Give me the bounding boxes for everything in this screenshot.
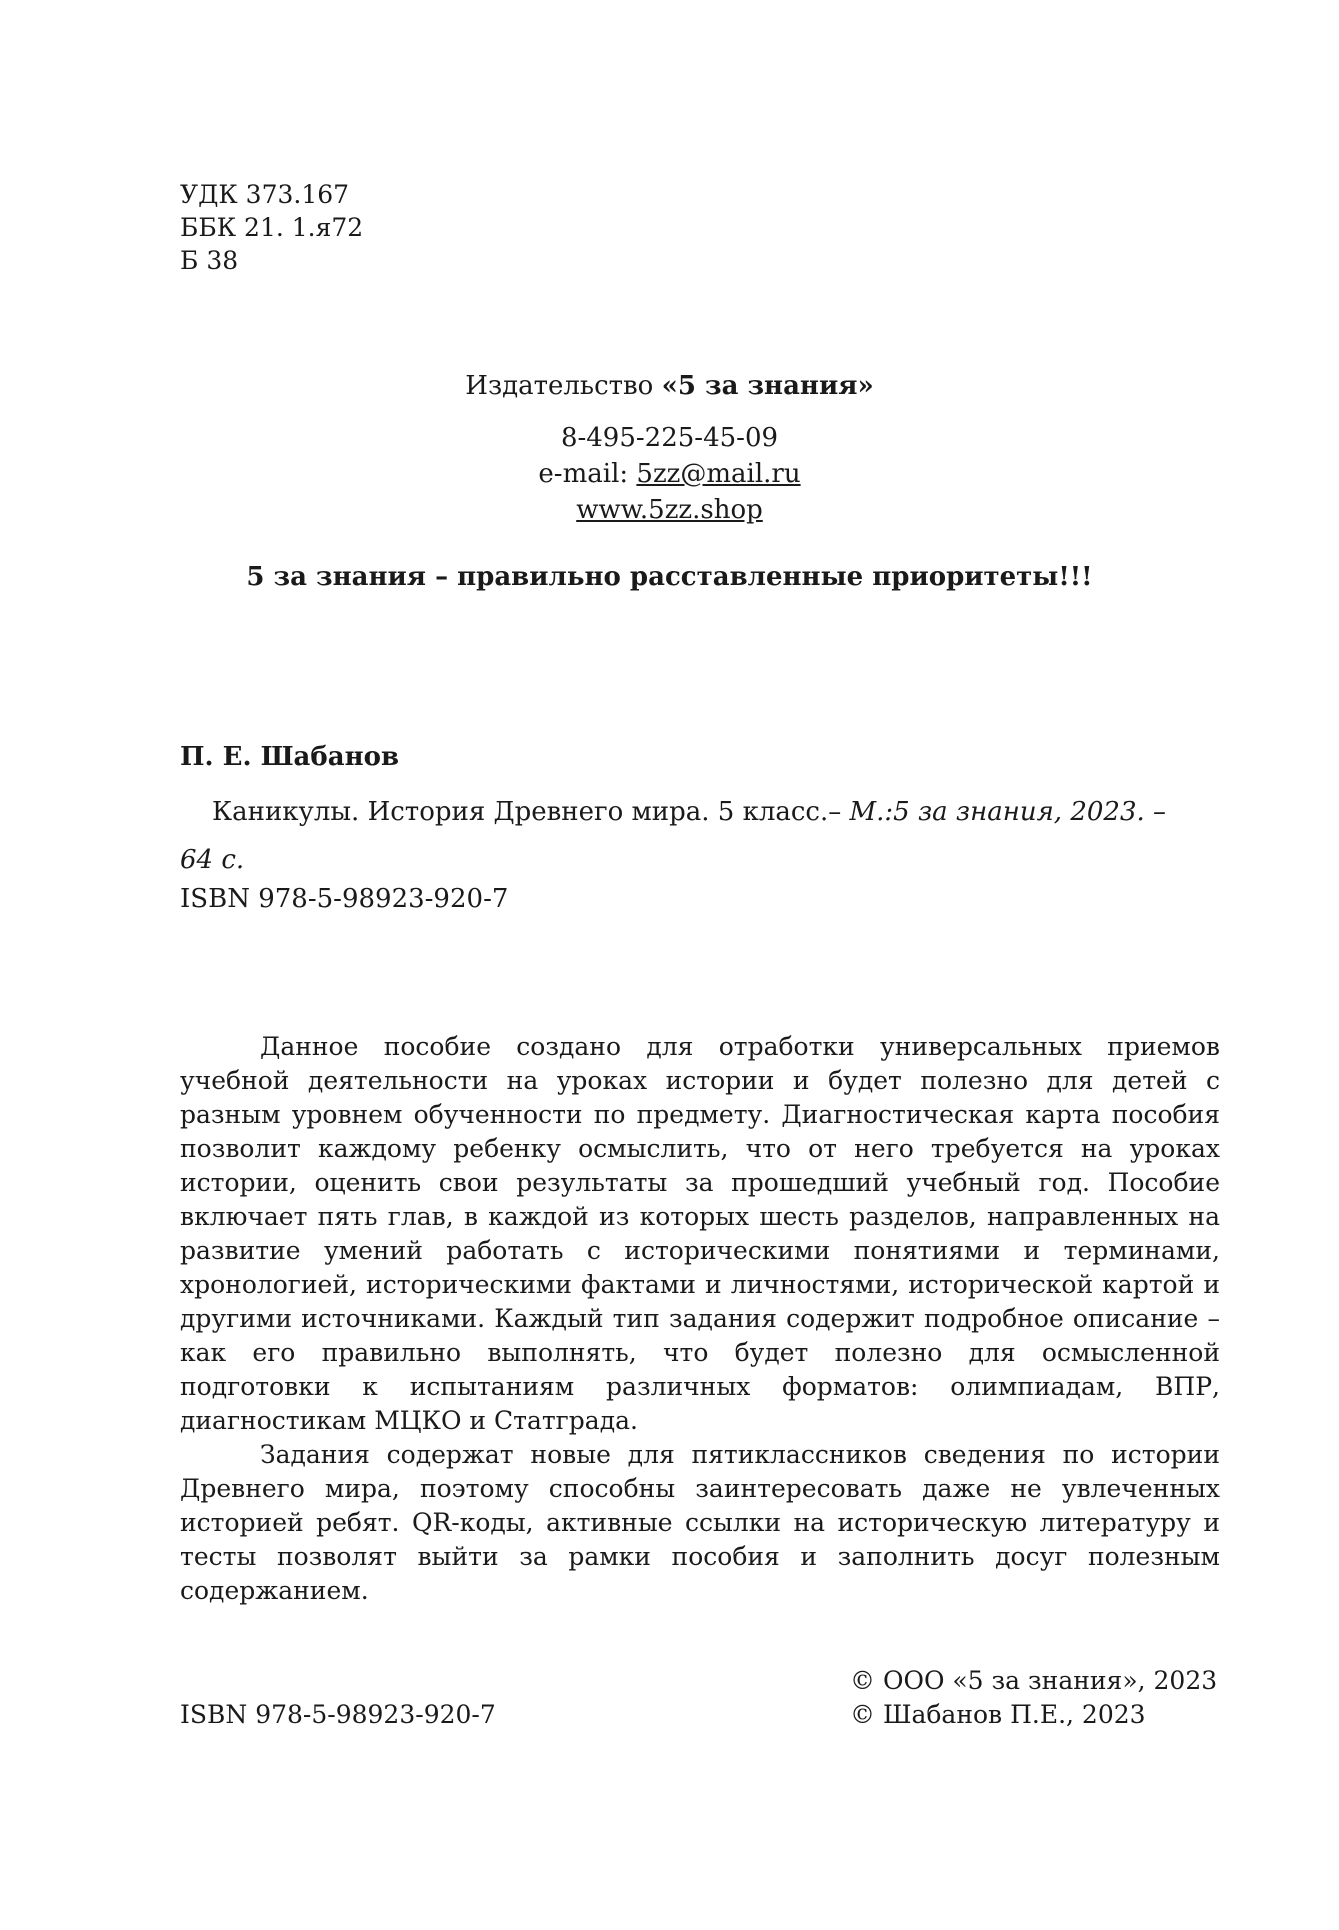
book-author: П. Е. Шабанов — [180, 742, 400, 772]
publisher-name: «5 за знания» — [661, 371, 874, 401]
publisher-block — [0, 368, 1339, 404]
bibliographic-entry — [180, 788, 1220, 884]
book-imprint: М.:5 за знания, 2023. – — [849, 797, 1167, 827]
email-link[interactable]: 5zz@mail.ru — [636, 459, 801, 489]
copyright-block — [850, 1664, 1217, 1732]
book-title: Каникулы. История Древнего мира. 5 класс.– — [212, 797, 842, 827]
website-link[interactable]: www.5zz.shop — [576, 495, 763, 525]
publisher-line — [0, 368, 1339, 404]
copyright-author: © Шабанов П.Е., 2023 — [850, 1700, 1146, 1729]
annotation-paragraph-2: Задания содержат новые для пятиклассников сведения по истории Древнего мира, поэтому способны заинтересовать даже не увлеченных историей ребят. QR-коды, активные ссылки на историческую литературу и тесты позволят выйти за рамки пособия и заполнить досуг полезным содержанием. — [180, 1440, 1220, 1605]
email-line — [0, 456, 1339, 492]
footer-isbn: ISBN 978-5-98923-920-7 — [180, 1700, 496, 1729]
bbk-code: ББК 21. 1.я72 — [180, 213, 364, 242]
book-isbn: ISBN 978-5-98923-920-7 — [180, 884, 509, 914]
udk-code: УДК 373.167 — [180, 180, 350, 209]
bib-title-line — [180, 788, 1220, 836]
publisher-phone: 8-495-225-45-09 — [560, 423, 779, 453]
contacts-block — [0, 420, 1339, 528]
annotation — [180, 1030, 1220, 1608]
book-pages: 64 с. — [180, 845, 245, 875]
author-mark: Б 38 — [180, 246, 239, 275]
copyright-publisher: © ООО «5 за знания», 2023 — [850, 1666, 1218, 1695]
publisher-prefix: Издательство — [465, 371, 654, 401]
annotation-paragraph-1: Данное пособие создано для отработки универсальных приемов учебной деятельности на уроках истории и будет полезно для детей с разным уровнем обученности по предмету. Диагностическая карта пособия позволит каждому ребенку осмыслить, что от него требуется на уроках истории, оценить свои результаты за прошедший учебный год. Пособие включает пять глав, в каждой из которых шесть разделов, направленных на развитие умений работать с историческими понятиями и терминами, хронологией, историческими фактами и личностями, исторической картой и другими источниками. Каждый тип задания содержит подробное описание – как его правильно выполнять, что будет полезно для осмысленной подготовки к испытаниям различных форматов: олимпиадам, ВПР, диагностикам МЦКО и Статграда. — [180, 1032, 1220, 1435]
publisher-slogan: 5 за знания – правильно расставленные приоритеты!!! — [246, 562, 1093, 592]
email-label: e-mail: — [538, 459, 629, 489]
classification-block — [180, 178, 363, 277]
